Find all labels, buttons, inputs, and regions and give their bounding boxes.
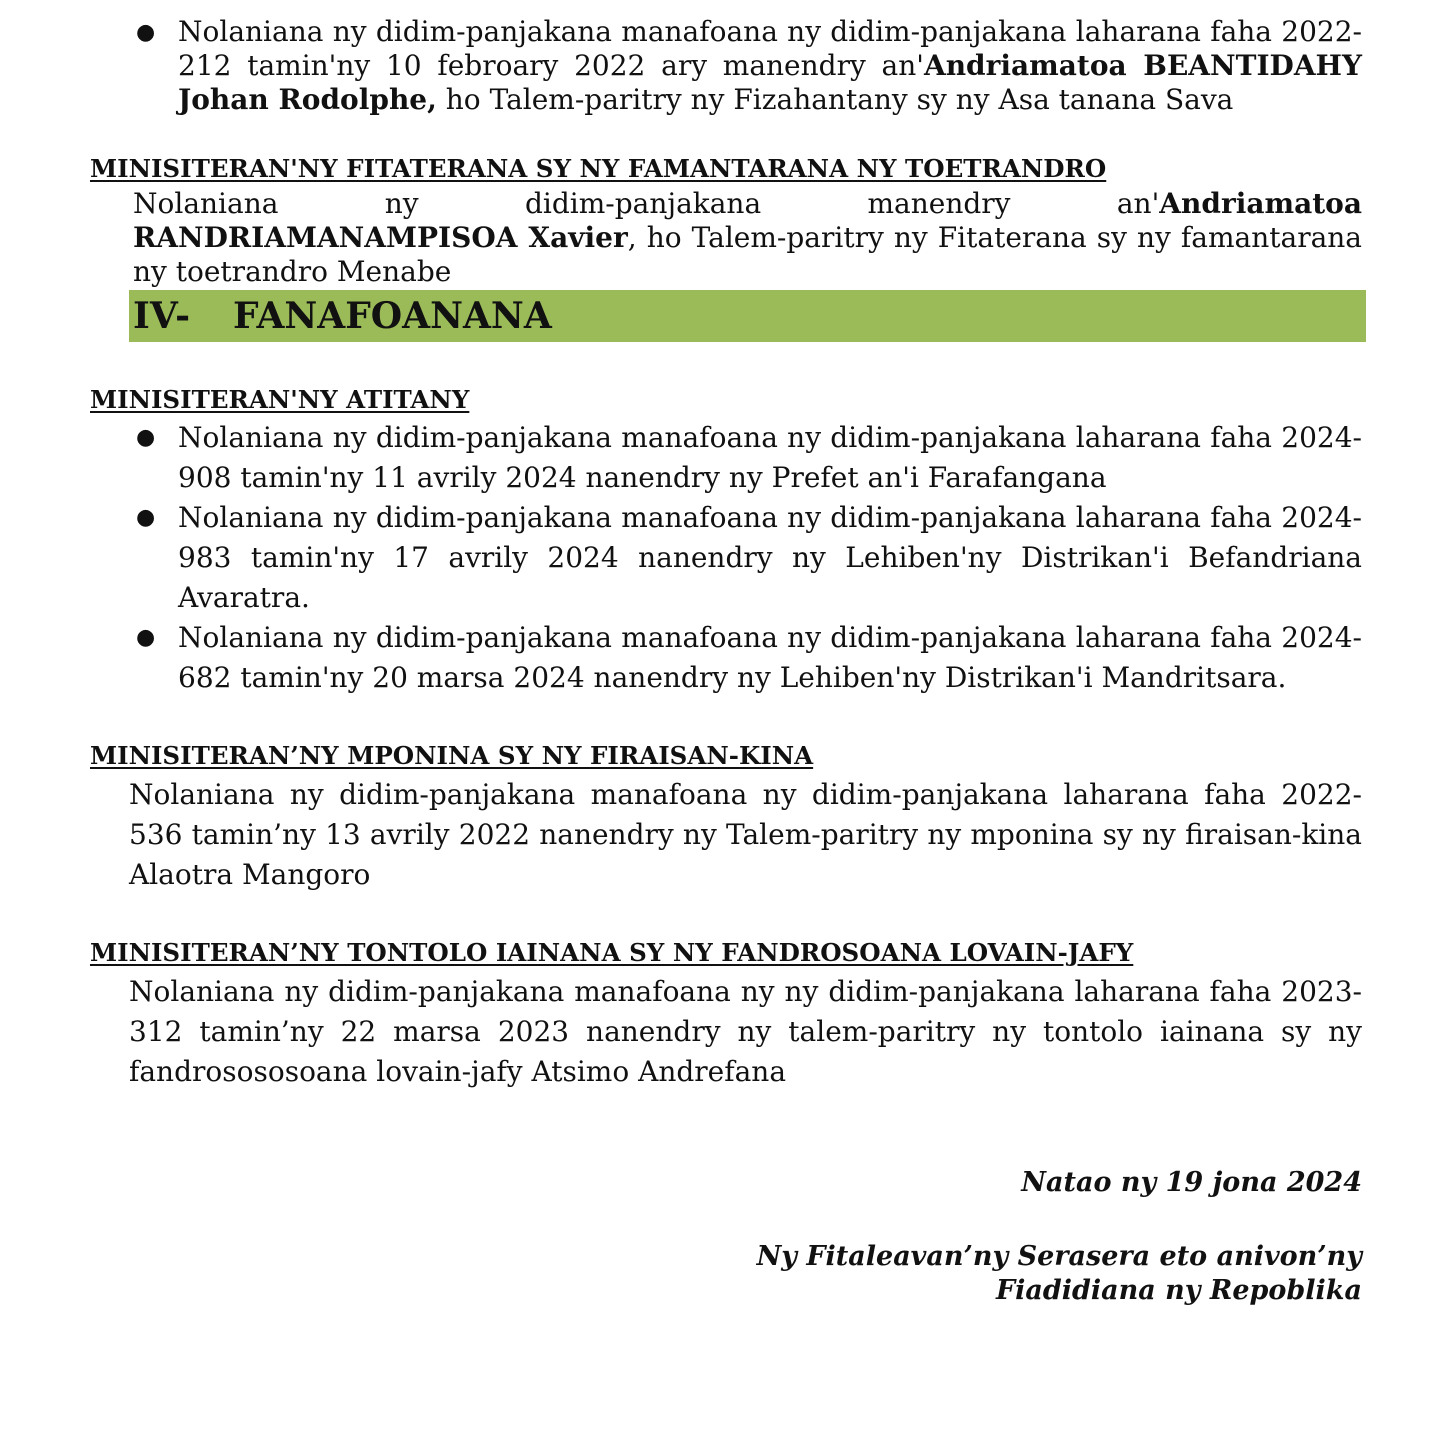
- mponina-body: [0, 775, 1448, 895]
- list-item: [0, 15, 1448, 117]
- bullet-icon: ●: [136, 425, 156, 450]
- bold-name: Andriamatoa RANDRIAMANAMPISOA Xavier: [133, 187, 1362, 254]
- section-title: FANAFOANANA: [233, 295, 552, 337]
- section-heading-fitaterana: MINISITERAN'NY FITATERANA SY NY FAMANTARANA NY TOETRANDRO: [90, 154, 1107, 183]
- signoff-date: Natao ny 19 jona 2024: [1021, 1167, 1362, 1198]
- mponina-text: Nolaniana ny didim-panjakana manafoana ny didim-panjakana laharana faha 2022-536 tamin’ny 13 avrily 2022 nanendry ny Talem-paritry ny mponina sy ny firaisan-kina Alaotra Mangoro: [129, 778, 1362, 891]
- bullet-icon: ●: [136, 505, 156, 530]
- top-bullet-list: [0, 15, 1448, 117]
- list-item: [0, 618, 1448, 698]
- bold-name: Andriamatoa BEANTIDAHY Johan Rodolphe,: [178, 49, 1362, 116]
- signoff-line2: Fiadidiana ny Repoblika: [995, 1275, 1362, 1306]
- top-bullet-block: [0, 15, 1448, 117]
- atitany-body: [0, 418, 1448, 698]
- list-item-text: Nolaniana ny didim-panjakana manafoana ny didim-panjakana laharana faha 2022-212 tamin'ny 10 febroary 2022 ary manendry an'Andriamatoa BEANTIDAHY Johan Rodolphe, ho Talem-paritry ny Fizahantany sy ny Asa tanana Sava: [178, 15, 1362, 116]
- list-item-text: Nolaniana ny didim-panjakana manafoana ny didim-panjakana laharana faha 2024-908 tamin'ny 11 avrily 2024 nanendry ny Prefet an'i Farafangana: [178, 421, 1362, 494]
- fitaterana-text: Nolaniana ny didim-panjakana manendry an'Andriamatoa RANDRIAMANAMPISOA Xavier, ho Talem-paritry ny Fitaterana sy ny famantarana ny toetrandro Menabe: [133, 187, 1362, 288]
- tontolo-text: Nolaniana ny didim-panjakana manafoana ny ny didim-panjakana laharana faha 2023-312 tamin’ny 22 marsa 2023 nanendry ny talem-paritry ny tontolo iainana sy ny fandrosososoana lovain-jafy Atsimo Andrefana: [129, 975, 1362, 1088]
- bullet-icon: ●: [136, 20, 156, 45]
- section-banner: [129, 290, 1366, 342]
- section-number: IV-: [133, 295, 191, 337]
- list-item-text: Nolaniana ny didim-panjakana manafoana ny didim-panjakana laharana faha 2024-983 tamin'ny 17 avrily 2024 nanendry ny Lehiben'ny Distrikan'i Befandriana Avaratra.: [178, 501, 1362, 614]
- atitany-list: [0, 418, 1448, 698]
- section-heading-mponina: MINISITERAN’NY MPONINA SY NY FIRAISAN-KINA: [90, 741, 814, 770]
- tontolo-body: [0, 972, 1448, 1092]
- fitaterana-body: [0, 187, 1448, 289]
- list-item: [0, 418, 1448, 498]
- section-heading-atitany: MINISITERAN'NY ATITANY: [90, 385, 470, 414]
- section-heading-tontolo: MINISITERAN’NY TONTOLO IAINANA SY NY FANDROSOANA LOVAIN-JAFY: [90, 938, 1134, 967]
- list-item-text: Nolaniana ny didim-panjakana manafoana ny didim-panjakana laharana faha 2024-682 tamin'ny 20 marsa 2024 nanendry ny Lehiben'ny Distrikan'i Mandritsara.: [178, 621, 1362, 694]
- bullet-icon: ●: [136, 625, 156, 650]
- list-item: [0, 498, 1448, 618]
- signoff-line1: Ny Fitaleavan’ny Serasera eto anivon’ny: [756, 1241, 1362, 1272]
